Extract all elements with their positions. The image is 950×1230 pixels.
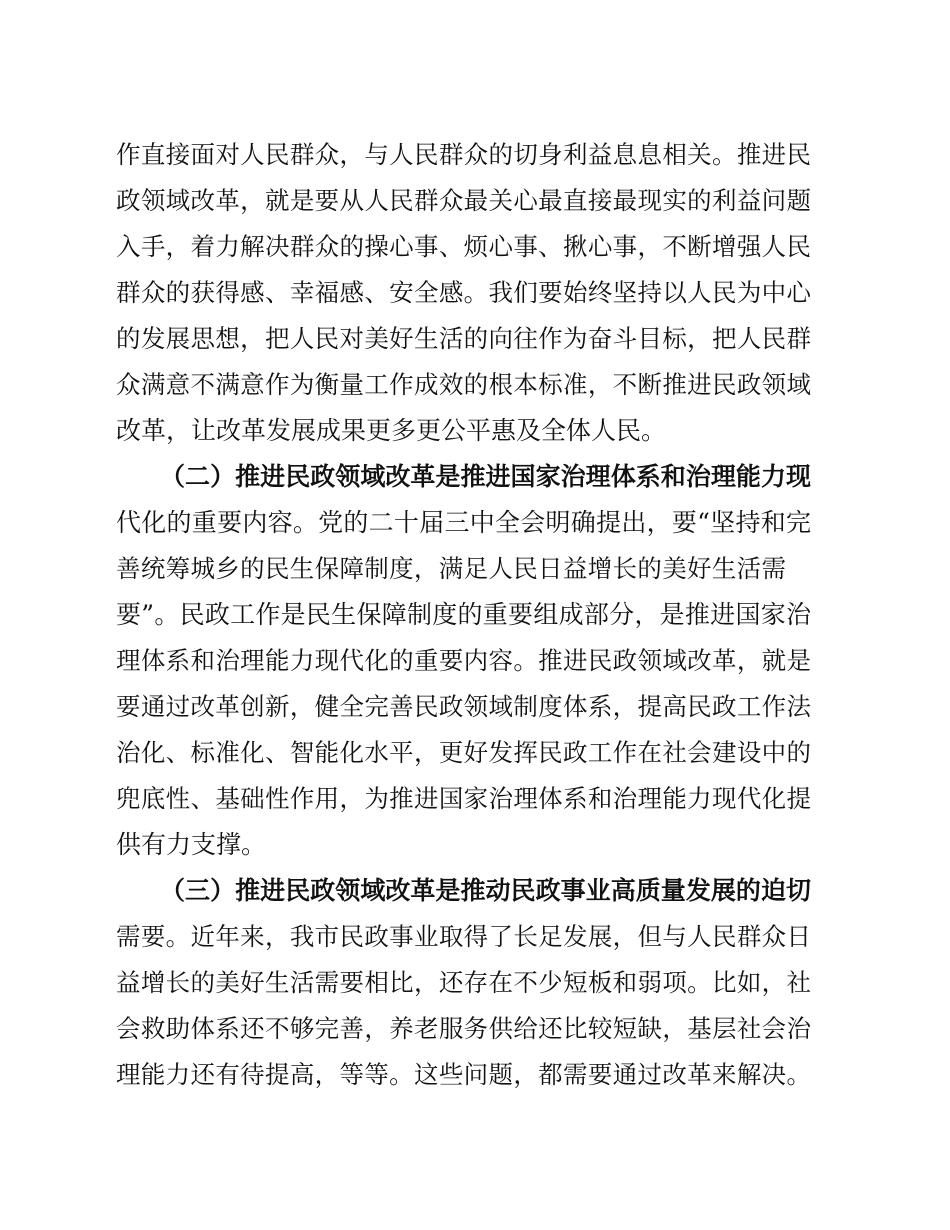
text-line [0, 549, 950, 589]
section-heading: （三）推进民政领域改革是推动民政事业高质量发展的迫切 [160, 876, 811, 905]
text-line [0, 135, 950, 175]
line-text: 兜底性、基础性作用，为推进国家治理体系和治理能力现代化提 [116, 784, 811, 813]
line-text: 要通过改革创新，健全完善民政领域制度体系，提高民政工作法 [116, 692, 811, 721]
line-text: 治化、标准化、智能化水平，更好发挥民政工作在社会建设中的 [116, 738, 811, 767]
line-text: 代化的重要内容。党的二十届三中全会明确提出，要“坚持和完 [116, 508, 811, 537]
text-line [0, 365, 950, 405]
section-heading: （二）推进民政领域改革是推进国家治理体系和治理能力现 [160, 462, 811, 491]
line-text: 众满意不满意作为衡量工作成效的根本标准，不断推进民政领域 [116, 370, 811, 399]
line-text: 的发展思想，把人民对美好生活的向往作为奋斗目标，把人民群 [116, 324, 811, 353]
text-line [0, 227, 950, 267]
line-text: 改革，让改革发展成果更多更公平惠及全体人民。 [116, 416, 667, 445]
line-text: 益增长的美好生活需要相比，还存在不少短板和弱项。比如，社 [116, 968, 811, 997]
line-text: 理体系和治理能力现代化的重要内容。推进民政领域改革，就是 [116, 646, 811, 675]
line-text: 入手，着力解决群众的操心事、烦心事、揪心事，不断增强人民 [116, 232, 811, 261]
text-line [0, 595, 950, 635]
text-line [0, 1055, 950, 1095]
text-line [0, 917, 950, 957]
line-text: 善统筹城乡的民生保障制度，满足人民日益增长的美好生活需 [116, 554, 786, 583]
text-line [0, 825, 950, 865]
text-line [0, 733, 950, 773]
line-text: 作直接面对人民群众，与人民群众的切身利益息息相关。推进民 [116, 140, 811, 169]
text-line [0, 181, 950, 221]
line-text: 理能力还有待提高，等等。这些问题，都需要通过改革来解决。 [116, 1060, 811, 1089]
line-text: 群众的获得感、幸福感、安全感。我们要始终坚持以人民为中心 [116, 278, 811, 307]
text-line [0, 411, 950, 451]
section-heading-line [0, 457, 950, 497]
text-line [0, 319, 950, 359]
line-text: 供有力支撑。 [116, 830, 267, 859]
line-text: 要”。民政工作是民生保障制度的重要组成部分，是推进国家治 [116, 600, 811, 629]
text-line [0, 503, 950, 543]
text-line [0, 963, 950, 1003]
text-line [0, 1009, 950, 1049]
line-text: 需要。近年来，我市民政事业取得了长足发展，但与人民群众日 [116, 922, 811, 951]
text-line [0, 779, 950, 819]
text-line [0, 273, 950, 313]
line-text: 会救助体系还不够完善，养老服务供给还比较短缺，基层社会治 [116, 1014, 811, 1043]
text-line [0, 687, 950, 727]
section-heading-line [0, 871, 950, 911]
line-text: 政领域改革，就是要从人民群众最关心最直接最现实的利益问题 [116, 186, 811, 215]
text-line [0, 641, 950, 681]
